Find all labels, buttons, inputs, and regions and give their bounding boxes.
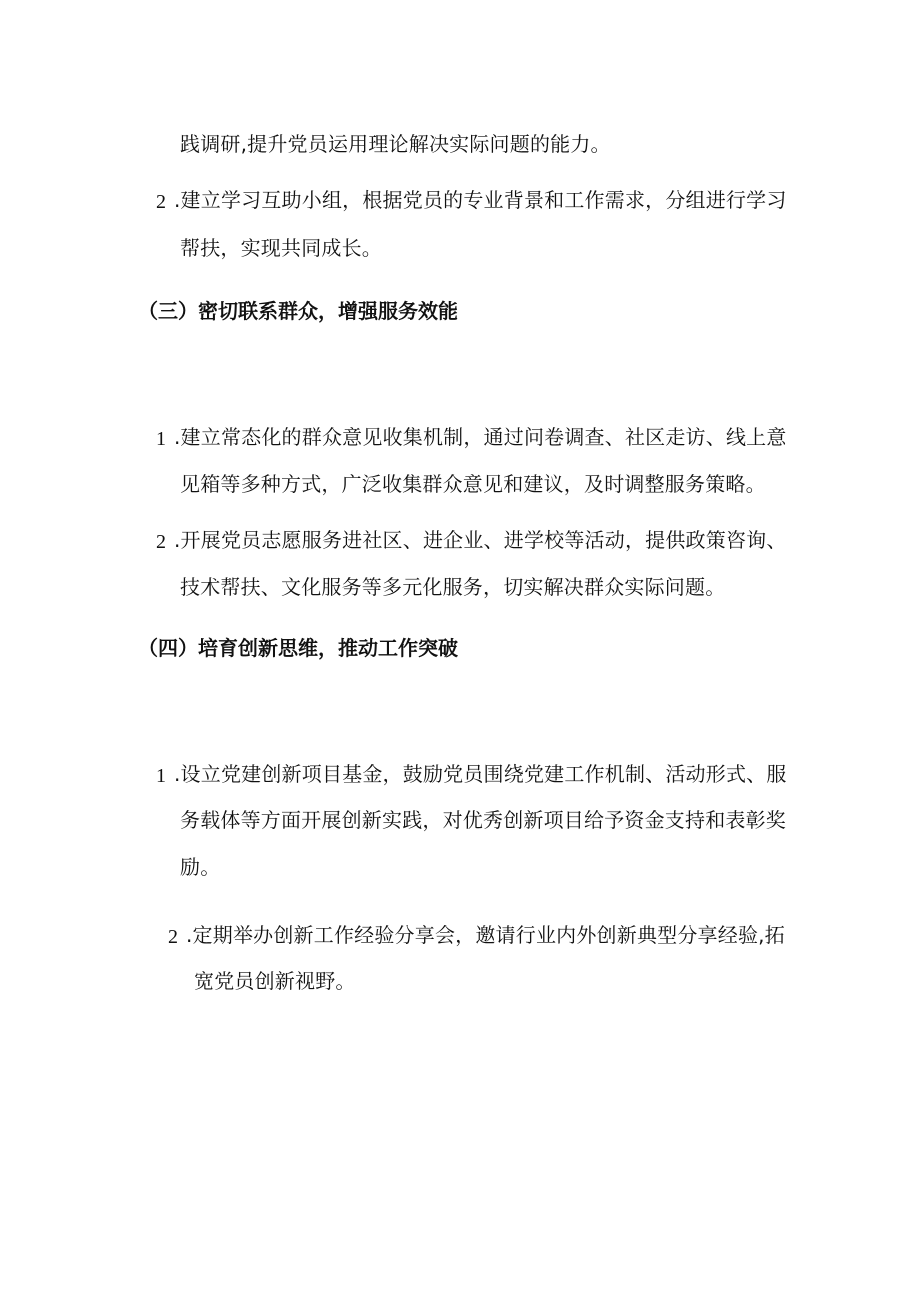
paragraph-line: .开展党员志愿服务进社区、进企业、进学校等活动，提供政策咨询、 [174, 528, 787, 552]
item-number: 1 [156, 428, 166, 450]
paragraph-line: 帮扶，实现共同成长。 [180, 236, 382, 260]
paragraph-line: 技术帮扶、文化服务等多元化服务，切实解决群众实际问题。 [180, 575, 726, 599]
paragraph-line: .定期举办创新工作经验分享会，邀请行业内外创新典型分享经验,拓 [186, 923, 785, 947]
section-heading: （三）密切联系群众，增强服务效能 [138, 299, 458, 323]
paragraph-line: 见箱等多种方式，广泛收集群众意见和建议，及时调整服务策略。 [180, 472, 766, 496]
paragraph-line: 践调研,提升党员运用理论解决实际问题的能力。 [180, 132, 611, 156]
item-number: 2 [168, 926, 178, 948]
paragraph-line: 宽党员创新视野。 [194, 969, 356, 993]
paragraph-line: 务载体等方面开展创新实践，对优秀创新项目给予资金支持和表彰奖 [180, 808, 786, 832]
section-heading: （四）培育创新思维，推动工作突破 [138, 636, 458, 660]
item-number: 2 [156, 531, 166, 553]
paragraph-line: .设立党建创新项目基金，鼓励党员围绕党建工作机制、活动形式、服 [174, 762, 787, 786]
item-number: 2 [156, 191, 166, 213]
paragraph-line: .建立常态化的群众意见收集机制，通过问卷调查、社区走访、线上意 [174, 425, 787, 449]
paragraph-line: .建立学习互助小组，根据党员的专业背景和工作需求，分组进行学习 [174, 188, 787, 212]
paragraph-line: 励。 [180, 855, 221, 879]
item-number: 1 [156, 765, 166, 787]
